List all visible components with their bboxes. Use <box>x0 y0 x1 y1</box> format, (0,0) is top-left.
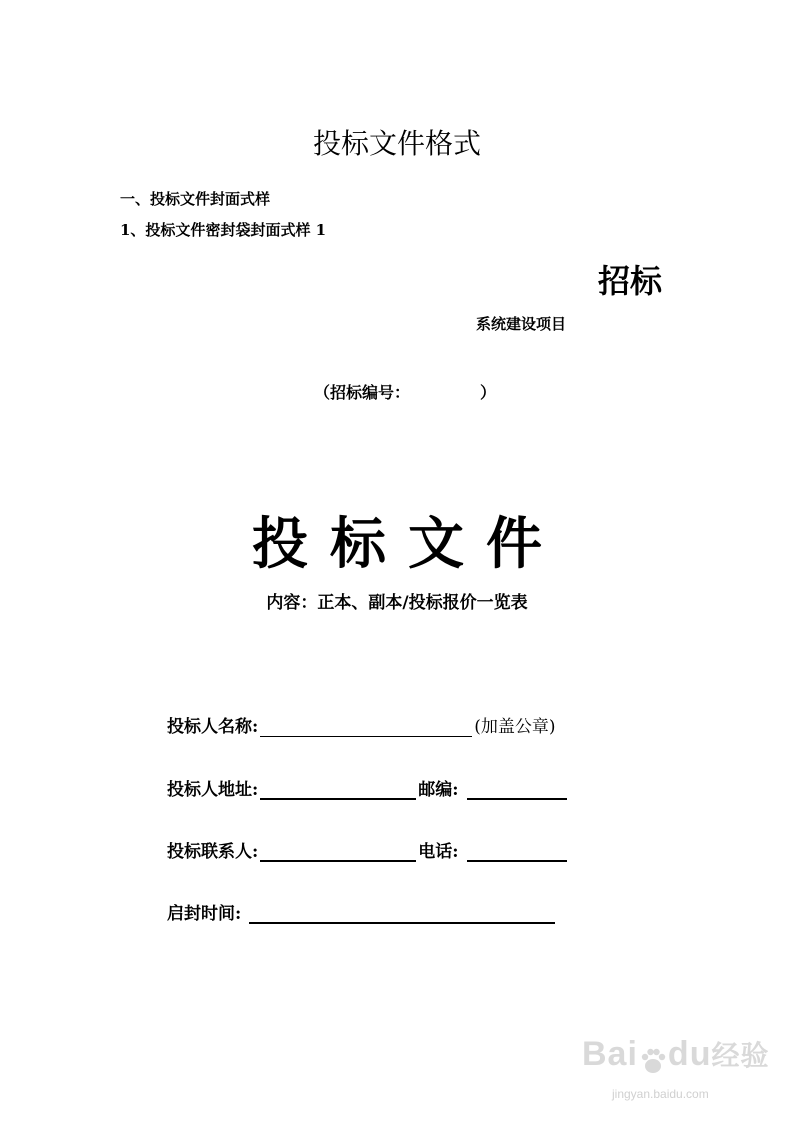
bidder-address-label: 投标人地址: <box>167 780 259 800</box>
project-label: 系统建设项目 <box>476 315 567 333</box>
content-line: 内容：正本、副本/投标报价一览表 <box>266 593 528 613</box>
bidder-name-blank[interactable] <box>260 718 472 737</box>
section-heading-envelope-style: 1、投标文件密封袋封面式样 1 <box>120 221 327 239</box>
contact-blank[interactable] <box>260 842 416 862</box>
paw-icon <box>638 1046 668 1076</box>
tender-number-open: （招标编号： <box>314 383 411 402</box>
watermark-logo-a: Bai <box>582 1035 638 1073</box>
tender-number-line <box>314 380 496 403</box>
open-time-blank[interactable] <box>249 904 555 924</box>
contact-label: 投标联系人: <box>167 842 259 862</box>
phone-label: 电话: <box>418 842 459 862</box>
tender-label: 招标 <box>598 262 663 300</box>
open-time-label: 启封时间: <box>167 904 242 924</box>
postcode-label: 邮编: <box>418 780 459 800</box>
document-title: 投标文件格式 <box>312 127 481 160</box>
watermark-url: jingyan.baidu.com <box>612 1087 709 1101</box>
main-title: 投标文件 <box>252 512 564 577</box>
phone-blank[interactable] <box>467 842 567 862</box>
bidder-address-field <box>167 775 569 800</box>
watermark-logo-cn: 经验 <box>711 1040 770 1071</box>
bidder-name-label: 投标人名称: <box>167 717 259 737</box>
section-heading-cover-style: 一、投标文件封面式样 <box>120 190 271 208</box>
bidder-name-field <box>167 712 556 737</box>
stamp-note: (加盖公章) <box>474 717 556 737</box>
watermark-logo-b: du <box>667 1035 712 1073</box>
open-time-field <box>167 899 557 924</box>
postcode-blank[interactable] <box>467 780 567 800</box>
contact-field <box>167 837 569 862</box>
bidder-address-blank[interactable] <box>260 780 416 800</box>
tender-number-close: ） <box>480 383 497 402</box>
baidu-jingyan-watermark <box>582 1034 769 1076</box>
